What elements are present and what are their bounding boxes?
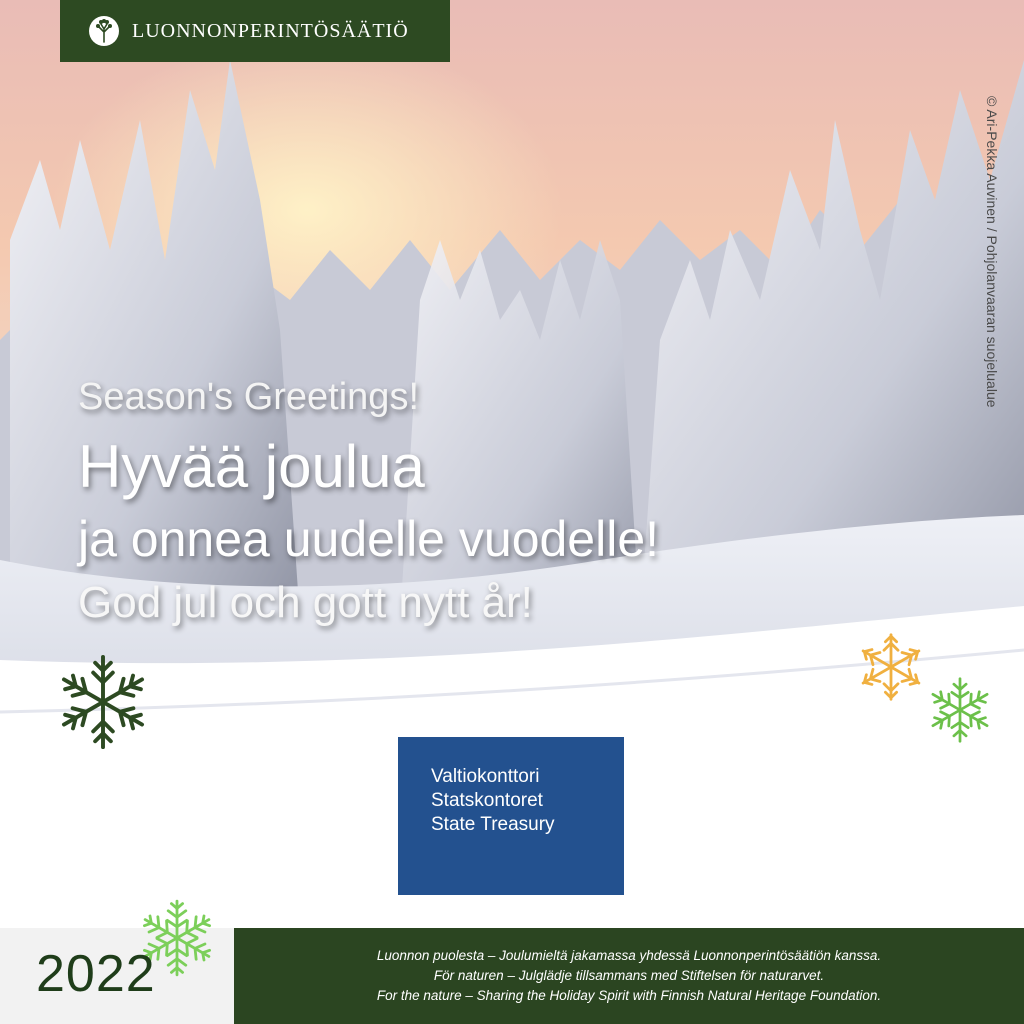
- photo-credit: © Ari-Pekka Auvinen / Pohjolanvaaran suojelualue: [984, 96, 1000, 408]
- year-label: 2022: [36, 945, 156, 1003]
- greeting-swedish: God jul och gott nytt år!: [78, 578, 533, 627]
- brand-name: LUONNONPERINTÖSÄÄTIÖ: [132, 19, 409, 42]
- logo-line-finnish: Valtiokonttori: [431, 766, 540, 787]
- footer-line-finnish: Luonnon puolesta – Joulumieltä jakamassa yhdessä Luonnonperintösäätiön kanssa.: [376, 948, 882, 963]
- footer-banner: [234, 928, 1024, 1024]
- snowflake-icon: [54, 650, 152, 754]
- tree-icon: [88, 15, 120, 47]
- greeting-finnish-subtitle: ja onnea uudelle vuodelle!: [78, 511, 660, 567]
- greeting-english: Season's Greetings!: [78, 376, 419, 418]
- snowflake-icon: [924, 676, 996, 744]
- logo-line-english: State Treasury: [431, 814, 555, 835]
- state-treasury-logo: [398, 737, 624, 895]
- logo-line-swedish: Statskontoret: [431, 790, 543, 811]
- footer-line-swedish: För naturen – Julglädje tillsammans med Stiftelsen för naturarvet.: [433, 968, 825, 983]
- greeting-finnish-title: Hyvää joulua: [78, 433, 425, 500]
- brand-header: [60, 0, 450, 62]
- snowflake-icon: [856, 632, 926, 702]
- footer-line-english: For the nature – Sharing the Holiday Spirit with Finnish Natural Heritage Foundation.: [376, 988, 882, 1003]
